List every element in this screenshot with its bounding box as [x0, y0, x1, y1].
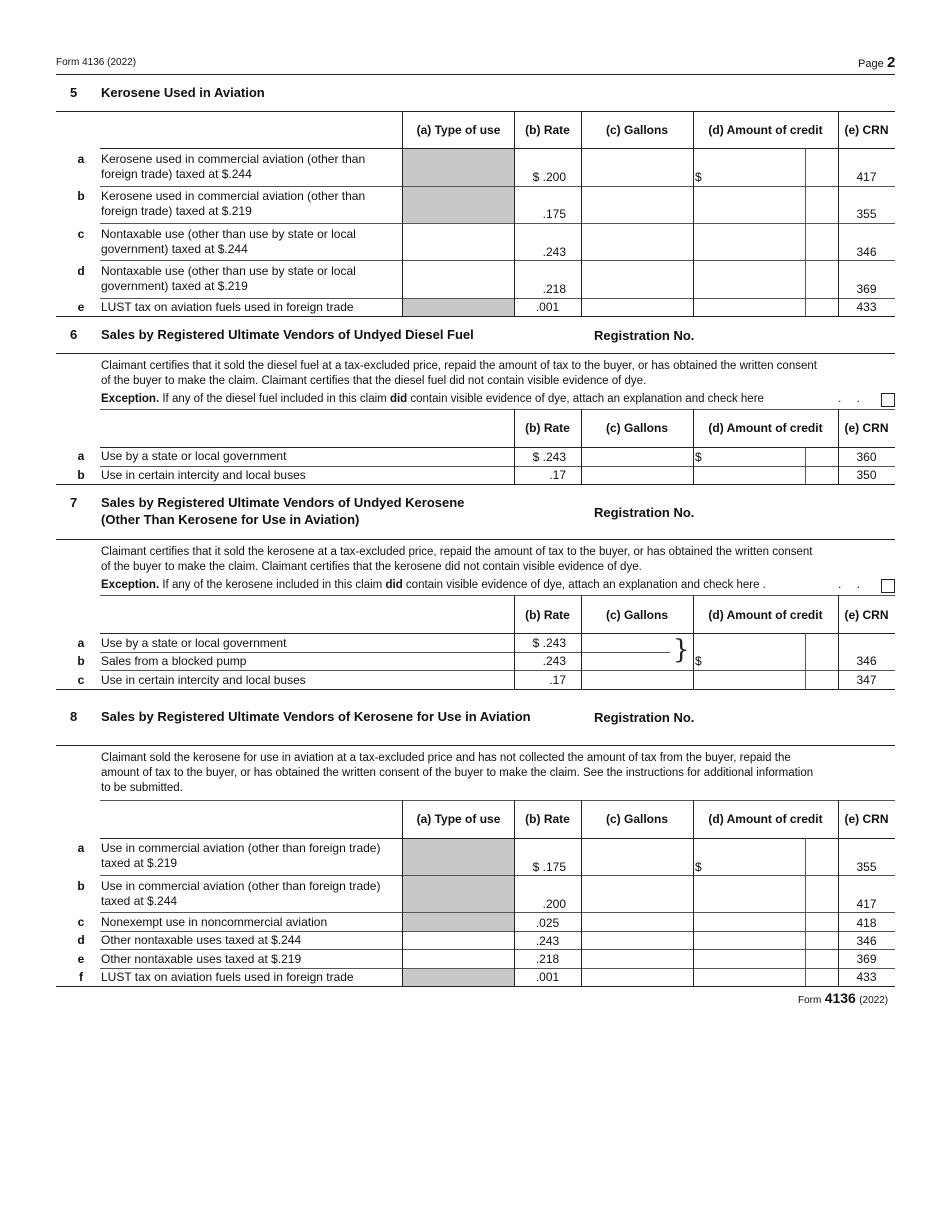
row-description: Use in certain intercity and local buses [101, 673, 306, 687]
s7-table-top-rule [100, 595, 895, 596]
page-word: Page [858, 58, 884, 70]
s6-header-gallons: (c) Gallons [605, 421, 668, 435]
s7-bottom-rule [56, 689, 895, 690]
row-letter: a [77, 152, 85, 166]
s7-exception [101, 578, 766, 593]
row-description-line: Nontaxable use (other than use by state or local [101, 264, 356, 278]
s5-header-gallons: (c) Gallons [605, 123, 668, 137]
row-crn: 347 [856, 673, 877, 687]
row-rate: .218 [542, 282, 566, 296]
section-7-number: 7 [70, 495, 78, 510]
row-rate: .025 [535, 916, 560, 930]
page-num: 2 [887, 54, 896, 71]
row-letter: a [77, 636, 85, 650]
s8-shaded-cell [403, 913, 514, 931]
s6-table-top-rule [100, 409, 895, 410]
s6-exception-bold: did [389, 393, 408, 405]
s8-header-gallons: (c) Gallons [605, 812, 668, 826]
s5-top-rule [56, 111, 895, 112]
row-description-line: government) taxed at $.244 [101, 242, 248, 256]
s8-col-rule [693, 800, 694, 986]
row-letter: c [77, 915, 85, 929]
s7-exception-dots: . . [838, 577, 867, 591]
row-crn: 417 [856, 170, 877, 184]
s7-header-amount: (d) Amount of credit [708, 608, 823, 622]
s5-row-rule [100, 260, 895, 261]
s6-col-rule [693, 409, 694, 484]
s8-header-type: (a) Type of use [416, 812, 501, 826]
row-description [101, 189, 365, 219]
row-rate: .243 [542, 245, 566, 259]
row-letter: b [77, 189, 85, 203]
s7-exception-text: contain visible evidence of dye, attach an explanation and check here . [405, 579, 766, 591]
s7-header-rate: (b) Rate [525, 608, 570, 622]
s5-col-rule [581, 111, 582, 316]
row-description-line: taxed at $.219 [101, 856, 178, 870]
page-number [858, 54, 895, 71]
footer-form-word: Form [798, 995, 822, 1006]
s6-row-rule [100, 466, 895, 467]
s7-row-rule [100, 670, 895, 671]
s6-exception-dots: . . [838, 391, 867, 405]
section-5-number: 5 [70, 85, 78, 100]
s5-shaded-cell [403, 187, 514, 223]
row-crn: 346 [856, 654, 877, 668]
row-crn: 355 [856, 207, 877, 221]
footer-form-number: 4136 [824, 990, 856, 1006]
s6-header-crn: (e) CRN [844, 421, 889, 435]
dollar-sign: $ [695, 450, 702, 464]
section-7-title-line: (Other Than Kerosene for Use in Aviation) [101, 512, 360, 527]
s7-certification-line: of the buyer to make the claim. Claimant certifies that the kerosene did not contain visible evidence of dye. [101, 561, 642, 573]
row-description-line: Kerosene used in commercial aviation (other than [101, 152, 366, 166]
s8-header-rate: (b) Rate [525, 812, 570, 826]
s8-certification-line: amount of tax to the buyer, or has obtained the written consent of the buyer to make the claim. See the instructions for additional information [101, 767, 814, 779]
row-crn: 360 [856, 450, 877, 464]
s7-exception-label: Exception. [101, 579, 160, 591]
row-description-line: Use in commercial aviation (other than foreign trade) [101, 841, 381, 855]
row-letter: a [77, 841, 85, 855]
row-rate: .243 [542, 654, 566, 668]
s7-col-rule [581, 595, 582, 689]
s8-table-top-rule [100, 800, 895, 801]
row-description-line: Kerosene used in commercial aviation (other than [101, 189, 366, 203]
s8-shaded-cell [403, 969, 514, 986]
row-crn: 433 [856, 970, 877, 984]
s5-col-rule [693, 111, 694, 316]
row-crn: 417 [856, 897, 877, 911]
s7-exception-bold: did [385, 579, 403, 591]
row-description [101, 227, 356, 257]
s6-top-rule [56, 353, 895, 354]
footer-year: (2022) [859, 995, 889, 1006]
row-letter: b [77, 879, 85, 893]
s7-brace: } [673, 635, 690, 665]
row-rate: .001 [535, 300, 560, 314]
s8-certification [101, 751, 895, 796]
s6-registration-label: Registration No. [594, 328, 695, 343]
row-description-line: taxed at $.244 [101, 894, 178, 908]
s8-row-rule [100, 931, 895, 932]
s5-header-type: (a) Type of use [416, 123, 501, 137]
s7-cents-rule [805, 633, 806, 689]
dollar-sign: $ [695, 860, 702, 874]
s6-certification-line: Claimant certifies that it sold the diesel fuel at a tax-excluded price, repaid the amount of tax to the buyer, or has obtained the written consent [101, 360, 817, 372]
s6-exception-checkbox[interactable] [881, 393, 895, 407]
section-7-title [101, 494, 464, 528]
row-crn: 369 [856, 282, 877, 296]
s7-header-crn: (e) CRN [844, 608, 889, 622]
row-rate: .175 [542, 207, 566, 221]
row-letter: b [77, 654, 85, 668]
row-description: Sales from a blocked pump [101, 654, 247, 668]
dollar-sign: $ [695, 654, 702, 668]
row-crn: 433 [856, 300, 877, 314]
dollar-sign: $ [695, 170, 702, 184]
s8-shaded-cell [403, 839, 514, 875]
row-crn: 355 [856, 860, 877, 874]
row-description [101, 879, 380, 909]
row-rate: $ .243 [532, 636, 566, 650]
row-letter: a [77, 449, 85, 463]
row-description-line: government) taxed at $.219 [101, 279, 248, 293]
s7-top-rule [56, 539, 895, 540]
row-rate: $ .175 [532, 860, 566, 874]
header-rule [56, 74, 895, 75]
row-letter: b [77, 468, 85, 482]
row-crn: 346 [856, 934, 877, 948]
row-description: Other nontaxable uses taxed at $.244 [101, 933, 302, 947]
s6-header-rule [100, 447, 895, 448]
s5-header-amount: (d) Amount of credit [708, 123, 823, 137]
row-rate: $ .243 [532, 450, 566, 464]
form-header-label: Form 4136 (2022) [56, 57, 137, 68]
row-crn: 369 [856, 952, 877, 966]
row-rate: .200 [542, 897, 566, 911]
s5-header-crn: (e) CRN [844, 123, 889, 137]
row-letter: d [77, 264, 85, 278]
s8-certification-line: Claimant sold the kerosene for use in aviation at a tax-excluded price and has not collected the amount of tax from the buyer, repaid the [101, 752, 791, 764]
section-8-title: Sales by Registered Ultimate Vendors of Kerosene for Use in Aviation [101, 709, 531, 724]
s7-certification [101, 545, 895, 575]
s6-exception-text: If any of the diesel fuel included in this claim [162, 393, 387, 405]
section-5-title: Kerosene Used in Aviation [101, 85, 265, 100]
s6-header-rate: (b) Rate [525, 421, 570, 435]
row-description-line: Nontaxable use (other than use by state or local [101, 227, 356, 241]
row-description: Use by a state or local government [101, 449, 287, 463]
s5-shaded-cell [403, 149, 514, 186]
s8-header-amount: (d) Amount of credit [708, 812, 823, 826]
row-description-line: Use in commercial aviation (other than foreign trade) [101, 879, 381, 893]
row-rate: .218 [535, 952, 560, 966]
row-description: Use in certain intercity and local buses [101, 468, 306, 482]
s5-shaded-cell [403, 299, 514, 316]
s6-certification [101, 359, 895, 389]
s8-col-rule [581, 800, 582, 986]
s7-registration-label: Registration No. [594, 505, 695, 520]
s8-row-rule [100, 949, 895, 950]
row-letter: e [77, 952, 85, 966]
s5-header-rate: (b) Rate [525, 123, 570, 137]
s8-top-rule [56, 745, 895, 746]
s7-exception-text: If any of the kerosene included in this claim [162, 579, 383, 591]
section-6-title: Sales by Registered Ultimate Vendors of Undyed Diesel Fuel [101, 327, 474, 342]
row-description: LUST tax on aviation fuels used in foreign trade [101, 300, 354, 314]
s7-row-rule [100, 652, 670, 653]
row-rate: .17 [549, 673, 566, 687]
s7-col-rule [693, 595, 694, 689]
row-description [101, 841, 380, 871]
s8-shaded-cell [403, 876, 514, 912]
s6-exception [101, 392, 764, 407]
row-crn: 346 [856, 245, 877, 259]
row-rate: .243 [535, 934, 560, 948]
s5-bottom-rule [56, 316, 895, 317]
s7-header-rule [100, 633, 895, 634]
row-crn: 350 [856, 468, 877, 482]
s7-exception-checkbox[interactable] [881, 579, 895, 593]
row-description [101, 152, 365, 182]
s6-col-rule [581, 409, 582, 484]
section-8-number: 8 [70, 709, 78, 724]
row-description [101, 264, 356, 294]
row-letter: c [77, 227, 85, 241]
s8-cents-rule [805, 838, 806, 986]
row-crn: 418 [856, 916, 877, 930]
s8-certification-line: to be submitted. [101, 782, 183, 794]
s6-certification-line: of the buyer to make the claim. Claimant certifies that the diesel fuel did not contain visible evidence of dye. [101, 375, 647, 387]
row-rate: .001 [535, 970, 560, 984]
row-description: Nonexempt use in noncommercial aviation [101, 915, 328, 929]
s6-exception-label: Exception. [101, 393, 160, 405]
row-description-line: foreign trade) taxed at $.244 [101, 167, 252, 181]
row-description: Use by a state or local government [101, 636, 287, 650]
s8-bottom-rule [56, 986, 895, 987]
section-7-title-line: Sales by Registered Ultimate Vendors of Undyed Kerosene [101, 495, 465, 510]
s7-certification-line: Claimant certifies that it sold the kerosene at a tax-excluded price, repaid the amount of tax to the buyer, or has obtained the written consent [101, 546, 813, 558]
row-description: LUST tax on aviation fuels used in foreign trade [101, 970, 354, 984]
row-rate: .17 [549, 468, 566, 482]
s5-cents-rule [805, 148, 806, 316]
s7-header-gallons: (c) Gallons [605, 608, 668, 622]
row-letter: c [77, 673, 85, 687]
row-description-line: foreign trade) taxed at $.219 [101, 204, 252, 218]
s6-exception-text: contain visible evidence of dye, attach an explanation and check here [410, 393, 764, 405]
s5-row-rule [100, 223, 895, 224]
s6-bottom-rule [56, 484, 895, 485]
s6-header-amount: (d) Amount of credit [708, 421, 823, 435]
s8-registration-label: Registration No. [594, 710, 695, 725]
s8-header-crn: (e) CRN [844, 812, 889, 826]
section-6-number: 6 [70, 327, 78, 342]
row-letter: d [77, 933, 85, 947]
row-description: Other nontaxable uses taxed at $.219 [101, 952, 302, 966]
row-rate: $ .200 [532, 170, 566, 184]
form-footer [798, 990, 888, 1006]
row-letter: f [79, 970, 83, 984]
row-letter: e [77, 300, 85, 314]
s6-cents-rule [805, 447, 806, 484]
